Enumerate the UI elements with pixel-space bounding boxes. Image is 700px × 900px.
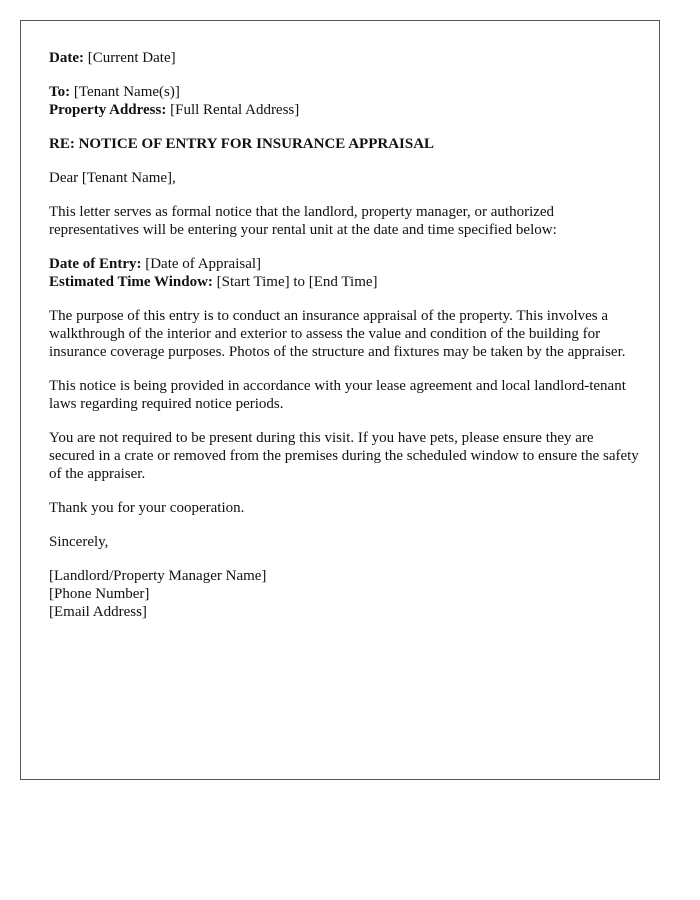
entry-date-line bbox=[49, 255, 639, 273]
to-value: [Tenant Name(s)] bbox=[73, 84, 180, 100]
purpose-paragraph: The purpose of this entry is to conduct an insurance appraisal of the property. This involves a walkthrough of the interior and exterior to assess the value and condition of the building for insurance coverage purposes. Photos of the structure and fixtures may be taken by the appraiser. bbox=[49, 308, 626, 360]
address-label: Property Address: bbox=[49, 102, 167, 118]
time-window-label: Estimated Time Window: bbox=[49, 274, 213, 290]
entry-date-value: [Date of Appraisal] bbox=[145, 256, 262, 272]
signature-block bbox=[49, 567, 639, 621]
letter-body bbox=[49, 49, 639, 637]
sender-phone: [Phone Number] bbox=[49, 586, 150, 602]
address-value: [Full Rental Address] bbox=[170, 102, 300, 118]
date-line bbox=[49, 49, 639, 67]
intro-paragraph: This letter serves as formal notice that the landlord, property manager, or authorized representatives will be entering your rental unit at the date and time specified below: bbox=[49, 204, 557, 238]
subject-line: RE: NOTICE OF ENTRY FOR INSURANCE APPRAISAL bbox=[49, 136, 435, 152]
thanks-line: Thank you for your cooperation. bbox=[49, 500, 245, 516]
salutation: Dear [Tenant Name], bbox=[49, 170, 176, 186]
time-window-line bbox=[49, 273, 639, 291]
letter-page bbox=[20, 20, 660, 780]
entry-date-label: Date of Entry: bbox=[49, 256, 142, 272]
to-line bbox=[49, 83, 639, 101]
entry-details bbox=[49, 255, 639, 291]
legal-paragraph: This notice is being provided in accordance with your lease agreement and local landlord-tenant laws regarding required notice periods. bbox=[49, 378, 626, 412]
sender-email: [Email Address] bbox=[49, 604, 147, 620]
date-label: Date: bbox=[49, 50, 84, 66]
recipient-block bbox=[49, 83, 639, 119]
date-value: [Current Date] bbox=[87, 50, 176, 66]
presence-paragraph: You are not required to be present during this visit. If you have pets, please ensure they are secured in a crate or removed from the premises during the scheduled window to ensure the safety of the appraiser. bbox=[49, 430, 639, 482]
address-line bbox=[49, 101, 639, 119]
closing-line: Sincerely, bbox=[49, 534, 109, 550]
to-label: To: bbox=[49, 84, 71, 100]
time-window-value: [Start Time] to [End Time] bbox=[216, 274, 378, 290]
sender-name: [Landlord/Property Manager Name] bbox=[49, 568, 267, 584]
